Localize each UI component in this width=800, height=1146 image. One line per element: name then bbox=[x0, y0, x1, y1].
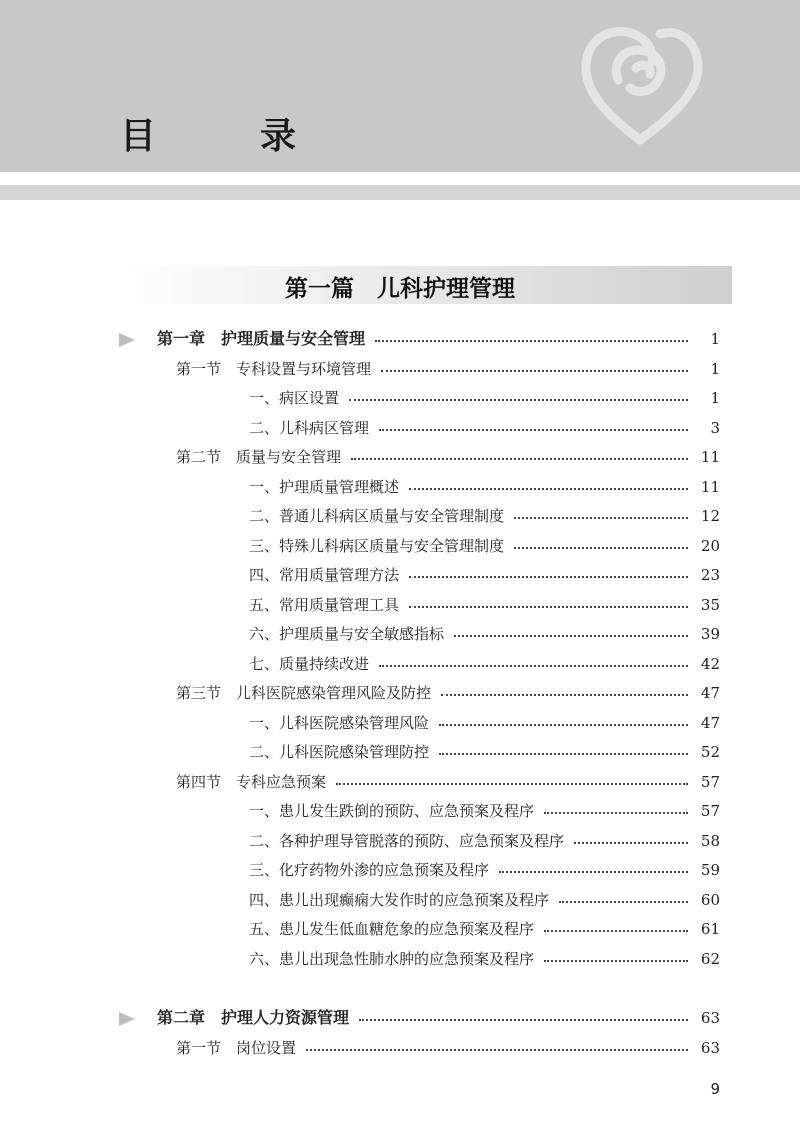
toc-entry-label: 一、病区设置 bbox=[249, 389, 340, 407]
dot-leader bbox=[544, 812, 688, 814]
toc-entry-label: 第二节 质量与安全管理 bbox=[176, 448, 342, 466]
toc-entry-page: 11 bbox=[700, 448, 720, 466]
toc-entry-label: 三、化疗药物外渗的应急预案及程序 bbox=[249, 861, 490, 879]
header-stripe bbox=[0, 185, 800, 200]
dot-leader bbox=[351, 458, 688, 460]
toc-entry-page: 58 bbox=[700, 831, 720, 850]
chapter-arrow-icon bbox=[119, 333, 135, 347]
dot-leader bbox=[441, 694, 688, 696]
toc-entry-page: 63 bbox=[700, 1038, 720, 1057]
toc-entry-page: 1 bbox=[710, 330, 720, 348]
toc-entry-page: 11 bbox=[700, 477, 720, 496]
dot-leader bbox=[379, 429, 688, 431]
toc-section-row[interactable] bbox=[176, 680, 720, 706]
toc-entry-page: 12 bbox=[700, 507, 720, 525]
dot-leader bbox=[454, 635, 688, 637]
toc-entry-label: 二、普通儿科病区质量与安全管理制度 bbox=[249, 507, 505, 525]
toc-entry-label: 第四节 专科应急预案 bbox=[176, 772, 327, 791]
page-title: 目 录 bbox=[120, 116, 331, 157]
toc-item-row[interactable] bbox=[249, 415, 720, 441]
toc-entry-page: 57 bbox=[700, 802, 720, 820]
dot-leader bbox=[514, 547, 688, 549]
toc-entry-label: 四、患儿出现癫痫大发作时的应急预案及程序 bbox=[249, 890, 550, 909]
toc-item-row[interactable] bbox=[249, 798, 720, 824]
toc-entry-label: 二、儿科医院感染管理防控 bbox=[249, 743, 430, 761]
toc-entry-label: 四、常用质量管理方法 bbox=[249, 566, 400, 584]
toc-entry-page: 20 bbox=[700, 536, 720, 555]
toc-entry-page: 59 bbox=[700, 861, 720, 879]
toc-item-row[interactable] bbox=[249, 887, 720, 913]
dot-leader bbox=[439, 724, 688, 726]
toc-entry-page: 63 bbox=[700, 1009, 720, 1027]
dot-leader bbox=[349, 399, 688, 401]
chapter-arrow-icon bbox=[119, 1012, 135, 1026]
dot-leader bbox=[306, 1049, 688, 1051]
heart-logo-icon bbox=[578, 18, 708, 150]
toc-entry-label: 二、各种护理导管脱落的预防、应急预案及程序 bbox=[249, 831, 565, 850]
toc-entry-label: 七、质量持续改进 bbox=[249, 654, 370, 673]
page-number: 9 bbox=[710, 1080, 720, 1098]
toc-item-row[interactable] bbox=[249, 503, 720, 529]
toc-item-row[interactable] bbox=[249, 828, 720, 854]
toc-entry-page: 3 bbox=[710, 418, 720, 437]
toc-section-row[interactable] bbox=[176, 444, 720, 470]
toc-entry-label: 五、患儿发生低血糖危象的应急预案及程序 bbox=[249, 920, 535, 938]
toc-entry-label: 一、患儿发生跌倒的预防、应急预案及程序 bbox=[249, 802, 535, 820]
toc-entry-page: 52 bbox=[700, 743, 720, 761]
toc-item-row[interactable] bbox=[249, 533, 720, 559]
toc-item-row[interactable] bbox=[249, 621, 720, 647]
dot-leader bbox=[379, 665, 688, 667]
toc-entry-label: 三、特殊儿科病区质量与安全管理制度 bbox=[249, 536, 505, 555]
dot-leader bbox=[409, 488, 688, 490]
toc-entry-page: 1 bbox=[710, 359, 720, 378]
toc-entry-page: 57 bbox=[700, 772, 720, 791]
toc-entry-label: 六、患儿出现急性肺水肿的应急预案及程序 bbox=[249, 949, 535, 968]
dot-leader bbox=[409, 606, 688, 608]
dot-leader bbox=[574, 842, 688, 844]
toc-section-row[interactable] bbox=[176, 1035, 720, 1061]
toc-entry-page: 35 bbox=[700, 595, 720, 614]
dot-leader bbox=[336, 783, 688, 785]
dot-leader bbox=[375, 340, 688, 342]
toc-entry-label: 第一章 护理质量与安全管理 bbox=[157, 329, 366, 348]
toc-entry-page: 60 bbox=[700, 890, 720, 909]
toc-entry-page: 23 bbox=[700, 566, 720, 584]
toc-entry-label: 二、儿科病区管理 bbox=[249, 418, 370, 437]
toc-entry-page: 1 bbox=[710, 389, 720, 407]
toc-item-row[interactable] bbox=[249, 710, 720, 736]
toc-item-row[interactable] bbox=[249, 474, 720, 500]
toc-chapter-row[interactable] bbox=[157, 326, 720, 352]
dot-leader bbox=[559, 901, 688, 903]
dot-leader bbox=[409, 576, 688, 578]
toc-entry-page: 47 bbox=[700, 713, 720, 732]
toc-item-row[interactable] bbox=[249, 385, 720, 411]
toc-item-row[interactable] bbox=[249, 562, 720, 588]
dot-leader bbox=[544, 960, 688, 962]
toc-entry-label: 第二章 护理人力资源管理 bbox=[157, 1008, 350, 1027]
toc-entry-label: 第一节 专科设置与环境管理 bbox=[176, 359, 372, 378]
toc-entry-page: 62 bbox=[700, 949, 720, 968]
toc-entry-label: 第三节 儿科医院感染管理风险及防控 bbox=[176, 684, 432, 702]
dot-leader bbox=[359, 1019, 688, 1021]
dot-leader bbox=[381, 370, 688, 372]
toc-item-row[interactable] bbox=[249, 592, 720, 618]
toc-item-row[interactable] bbox=[249, 946, 720, 972]
toc-item-row[interactable] bbox=[249, 651, 720, 677]
toc-entry-label: 五、常用质量管理工具 bbox=[249, 595, 400, 614]
dot-leader bbox=[439, 753, 688, 755]
part-title: 第一篇 儿科护理管理 bbox=[285, 276, 515, 302]
toc-section-row[interactable] bbox=[176, 356, 720, 382]
toc-entry-label: 第一节 岗位设置 bbox=[176, 1038, 297, 1057]
dot-leader bbox=[544, 930, 688, 932]
toc-entry-page: 39 bbox=[700, 625, 720, 643]
toc-chapter-row[interactable] bbox=[157, 1005, 720, 1031]
toc-item-row[interactable] bbox=[249, 857, 720, 883]
toc-entry-page: 42 bbox=[700, 654, 720, 673]
dot-leader bbox=[499, 871, 688, 873]
header-band bbox=[0, 0, 800, 172]
toc-entry-page: 61 bbox=[700, 920, 720, 938]
toc-entry-label: 六、护理质量与安全敏感指标 bbox=[249, 625, 445, 643]
toc-entry-page: 47 bbox=[700, 684, 720, 702]
toc-item-row[interactable] bbox=[249, 739, 720, 765]
toc-item-row[interactable] bbox=[249, 916, 720, 942]
toc-entry-label: 一、儿科医院感染管理风险 bbox=[249, 713, 430, 732]
toc-entry-label: 一、护理质量管理概述 bbox=[249, 477, 400, 496]
toc-section-row[interactable] bbox=[176, 769, 720, 795]
dot-leader bbox=[514, 517, 688, 519]
